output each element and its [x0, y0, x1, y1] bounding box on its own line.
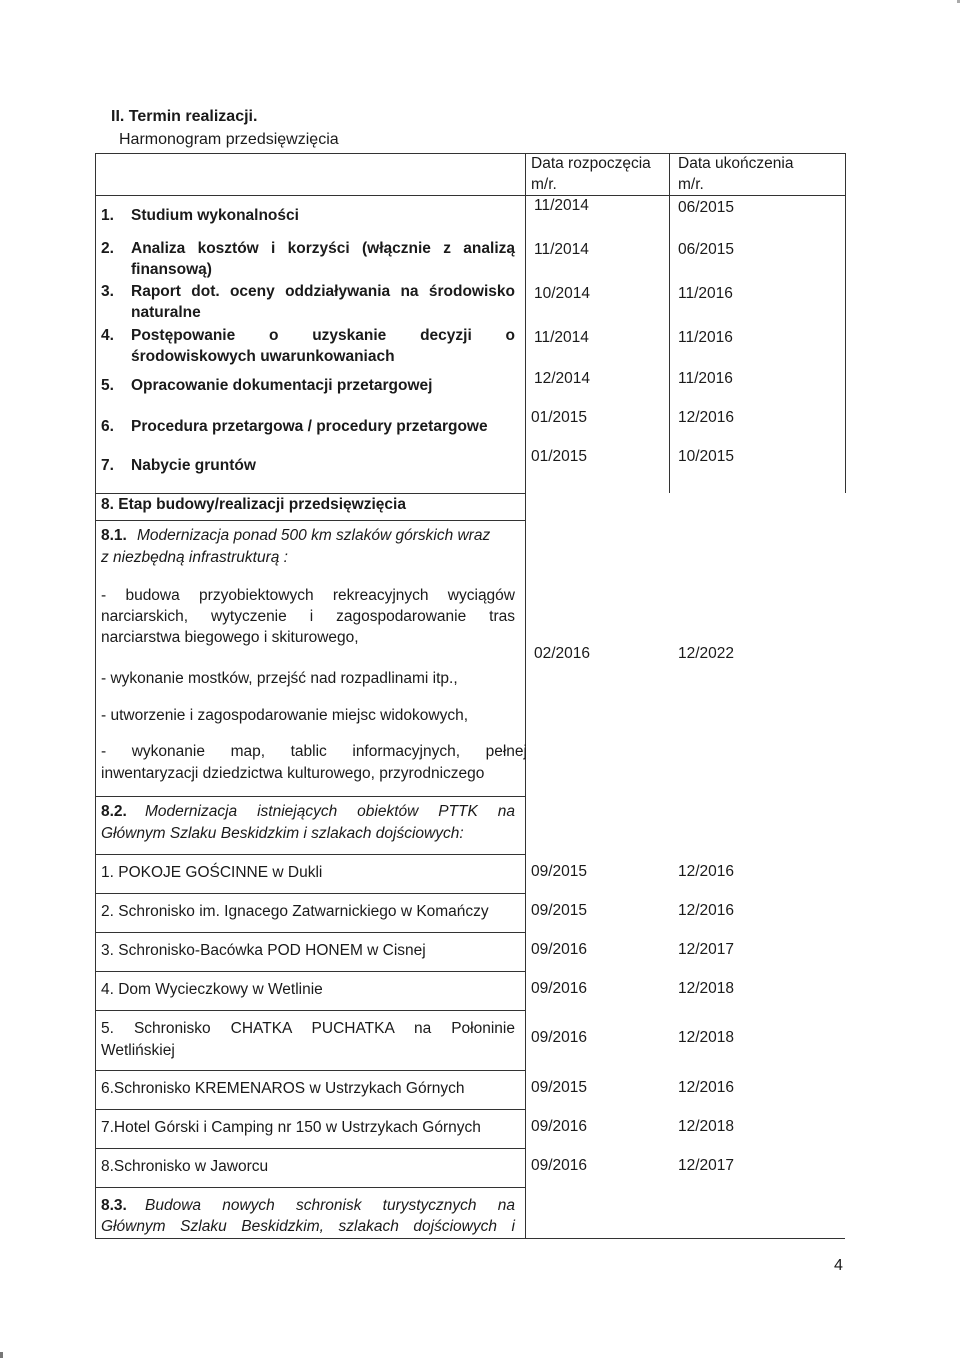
- task-label: Opracowanie dokumentacji przetargowej: [131, 377, 433, 394]
- section-title: II. Termin realizacji.: [111, 108, 258, 125]
- header-start-line1: Data rozpoczęcia: [531, 155, 651, 172]
- page-number: 4: [834, 1257, 843, 1274]
- row-separator: [95, 1010, 525, 1011]
- object-start-date: 09/2015: [531, 902, 588, 919]
- stage8-1-title-continued: z niezbędną infrastrukturą :: [101, 549, 288, 566]
- task-label: Raport dot. oceny oddziaływania na środowisko: [131, 283, 515, 300]
- stage8-2-number: 8.2.: [101, 803, 127, 820]
- task-end-date: 12/2016: [678, 409, 735, 426]
- task-label: Postępowanie o uzyskanie decyzji o: [131, 327, 515, 344]
- task-start-date: 11/2014: [534, 197, 589, 214]
- object-end-date: 12/2016: [678, 1079, 735, 1096]
- header-end-line1: Data ukończenia: [678, 155, 794, 172]
- stage8-1-number: 8.1.: [101, 527, 127, 544]
- bullet-maps-continued: inwentaryzacji dziedzictwa kulturowego, przyrodniczego: [101, 765, 485, 782]
- task-start-date: 01/2015: [531, 448, 588, 465]
- task-end-date: 11/2016: [678, 329, 733, 346]
- task-start-date: 11/2014: [534, 241, 589, 258]
- stage8-3-number: 8.3.: [101, 1197, 127, 1214]
- object-end-date: 12/2018: [678, 980, 735, 997]
- object-start-date: 09/2016: [531, 1029, 588, 1046]
- object-start-date: 09/2016: [531, 1118, 588, 1135]
- task-end-date: 11/2016: [678, 285, 733, 302]
- object-name: 6.Schronisko KREMENAROS w Ustrzykach Górnych: [101, 1080, 465, 1097]
- object-name: 4. Dom Wycieczkowy w Wetlinie: [101, 981, 323, 998]
- task-start-date: 01/2015: [531, 409, 588, 426]
- scan-artifact: [0, 1352, 3, 1358]
- object-end-date: 12/2018: [678, 1118, 735, 1135]
- object-end-date: 12/2016: [678, 902, 735, 919]
- stage8-2-title-continued: Głównym Szlaku Beskidzkim i szlakach dojściowych:: [101, 825, 464, 842]
- object-end-date: 12/2016: [678, 863, 735, 880]
- header-divider: [95, 195, 845, 196]
- task-end-date: 06/2015: [678, 241, 735, 258]
- stage8-3-title: Budowa nowych schronisk turystycznych na: [145, 1197, 515, 1214]
- object-name: 7.Hotel Górski i Camping nr 150 w Ustrzykach Górnych: [101, 1119, 481, 1136]
- object-end-date: 12/2017: [678, 1157, 735, 1174]
- object-start-date: 09/2016: [531, 980, 588, 997]
- task-number: 3.: [101, 283, 114, 300]
- object-name-continued: Wetlińskiej: [101, 1042, 175, 1059]
- bullet-maps: - wykonanie map, tablic informacyjnych, pełnej: [101, 743, 527, 760]
- task-label: Studium wykonalności: [131, 207, 299, 224]
- task-label-continued: naturalne: [131, 304, 201, 321]
- object-name: 8.Schronisko w Jaworcu: [101, 1158, 269, 1175]
- row-separator: [95, 1109, 525, 1110]
- task-label: Analiza kosztów i korzyści (włącznie z analizą: [131, 240, 515, 257]
- row-separator: [95, 1070, 525, 1071]
- row-separator: [95, 932, 525, 933]
- task-label: Procedura przetargowa / procedury przetargowe: [131, 418, 488, 435]
- object-start-date: 09/2015: [531, 1079, 588, 1096]
- row-separator: [95, 893, 525, 894]
- bullet-ski-lifts: - budowa przyobiektowych rekreacyjnych wyciągów: [101, 587, 515, 604]
- task-number: 2.: [101, 240, 114, 257]
- object-start-date: 09/2016: [531, 1157, 588, 1174]
- task-label: Nabycie gruntów: [131, 457, 256, 474]
- task-end-date: 10/2015: [678, 448, 735, 465]
- stage8-1-end-date: 12/2022: [678, 645, 735, 662]
- table-bottom-border: [95, 1238, 845, 1239]
- bullet-ski-lifts-end: narciarstwa biegowego i skiturowego,: [101, 629, 359, 646]
- object-name: 3. Schronisko-Bacówka POD HONEM w Cisnej: [101, 942, 426, 959]
- task-end-date: 06/2015: [678, 199, 735, 216]
- column-divider-2: [669, 153, 670, 493]
- column-divider-1: [525, 153, 526, 1238]
- row-separator: [95, 520, 525, 521]
- object-end-date: 12/2018: [678, 1029, 735, 1046]
- object-name: 2. Schronisko im. Ignacego Zatwarnickiego w Komańczy: [101, 903, 489, 920]
- row-separator: [95, 854, 525, 855]
- header-end-line2: m/r.: [678, 176, 704, 193]
- row-separator: [95, 971, 525, 972]
- bullet-bridges: - wykonanie mostków, przejść nad rozpadlinami itp.,: [101, 670, 458, 687]
- object-start-date: 09/2016: [531, 941, 588, 958]
- task-number: 6.: [101, 418, 114, 435]
- stage8-2-title: Modernizacja istniejących obiektów PTTK na: [145, 803, 515, 820]
- object-name: 1. POKOJE GOŚCINNE w Dukli: [101, 864, 323, 881]
- row-separator: [95, 1187, 525, 1188]
- task-number: 7.: [101, 457, 114, 474]
- stage8-title: 8. Etap budowy/realizacji przedsięwzięcia: [101, 496, 406, 513]
- bullet-viewpoints: - utworzenie i zagospodarowanie miejsc widokowych,: [101, 707, 469, 724]
- task-end-date: 11/2016: [678, 370, 733, 387]
- task-label-continued: finansową): [131, 261, 212, 278]
- object-end-date: 12/2017: [678, 941, 735, 958]
- object-name: 5. Schronisko CHATKA PUCHATKA na Połoninie: [101, 1020, 515, 1037]
- task-number: 5.: [101, 377, 114, 394]
- stage8-1-start-date: 02/2016: [534, 645, 591, 662]
- task-start-date: 11/2014: [534, 329, 589, 346]
- header-start-line2: m/r.: [531, 176, 557, 193]
- row-separator: [95, 796, 525, 797]
- task-number: 4.: [101, 327, 114, 344]
- task-label-continued: środowiskowych uwarunkowaniach: [131, 348, 395, 365]
- task-start-date: 10/2014: [534, 285, 591, 302]
- row-separator: [95, 1148, 525, 1149]
- section-subtitle: Harmonogram przedsięwzięcia: [119, 131, 339, 148]
- bullet-ski-lifts-continued: narciarskich, wytyczenie i zagospodarowanie tras: [101, 608, 515, 625]
- stage8-1-title: Modernizacja ponad 500 km szlaków górskich wraz: [137, 527, 491, 544]
- table-right-border: [845, 153, 846, 493]
- task-number: 1.: [101, 207, 114, 224]
- task-start-date: 12/2014: [534, 370, 591, 387]
- table-left-border: [95, 153, 96, 1238]
- stage8-3-title-continued: Głównym Szlaku Beskidzkim, szlakach dojściowych i: [101, 1218, 515, 1235]
- object-start-date: 09/2015: [531, 863, 588, 880]
